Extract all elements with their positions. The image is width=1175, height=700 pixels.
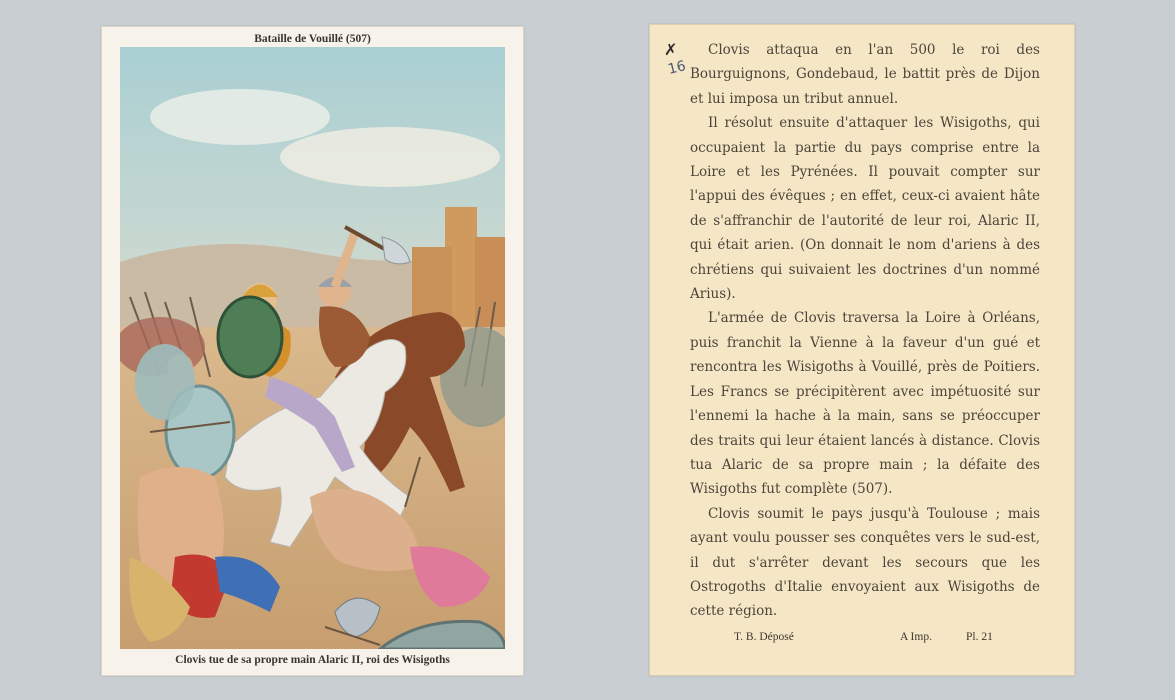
footer-plate-number: Pl. 21 <box>966 631 993 643</box>
illustration-caption: Clovis tue de sa propre main Alaric II, roi des Wisigoths <box>175 654 450 666</box>
footer-deposit: T. B. Déposé <box>734 631 794 643</box>
battle-illustration <box>120 47 505 649</box>
alaric-shield <box>218 297 282 377</box>
front-card <box>101 26 524 676</box>
handwritten-cross: ✗ <box>664 40 678 59</box>
paragraph: L'armée de Clovis traversa la Loire à Orléans, puis franchit la Vienne à la faveur d'un gué et rencontra les Wisigoths à Vouillé, près de Poitiers. Les Francs se précipitèrent avec impétuosité sur l'ennemi la hache à la main, sans se préoccuper des traits qui leur étaient lancés à distance. Clovis tua Alaric de sa propre main ; la défaite des Wisigoths fut complète (507). <box>690 310 1040 498</box>
paragraph: Clovis attaqua en l'an 500 le roi des Bourguignons, Gondebaud, le battit près de Dijon et lui imposa un tribut annuel. <box>690 42 1040 107</box>
paragraph: Il résolut ensuite d'attaquer les Wisigoths, qui occupaient la partie du pays comprise entre la Loire et les Pyrénées. Il pouvait compter sur l'appui des évêques ; en effet, ceux-ci avaient hâte de s'affranchir de l'autorité de leur roi, Alaric II, qui était arien. (On donnait le nom d'ariens à des chrétiens qui suivaient les doctrines d'un nommé Arius). <box>690 115 1040 303</box>
handwritten-number: 16 <box>666 58 688 78</box>
paragraph: Clovis soumit le pays jusqu'à Toulouse ; mais ayant voulu pousser ses conquêtes vers le sud-est, il dut s'arrêter devant les secours que les Ostrogoths d'Italie envoyaient aux Wisigoths de cette région. <box>690 505 1040 620</box>
illustration-title: Bataille de Vouillé (507) <box>254 33 371 45</box>
footer-imprint: A Imp. <box>900 631 932 643</box>
handwritten-mark <box>664 41 686 77</box>
back-card <box>649 24 1075 676</box>
history-text <box>690 38 1040 624</box>
